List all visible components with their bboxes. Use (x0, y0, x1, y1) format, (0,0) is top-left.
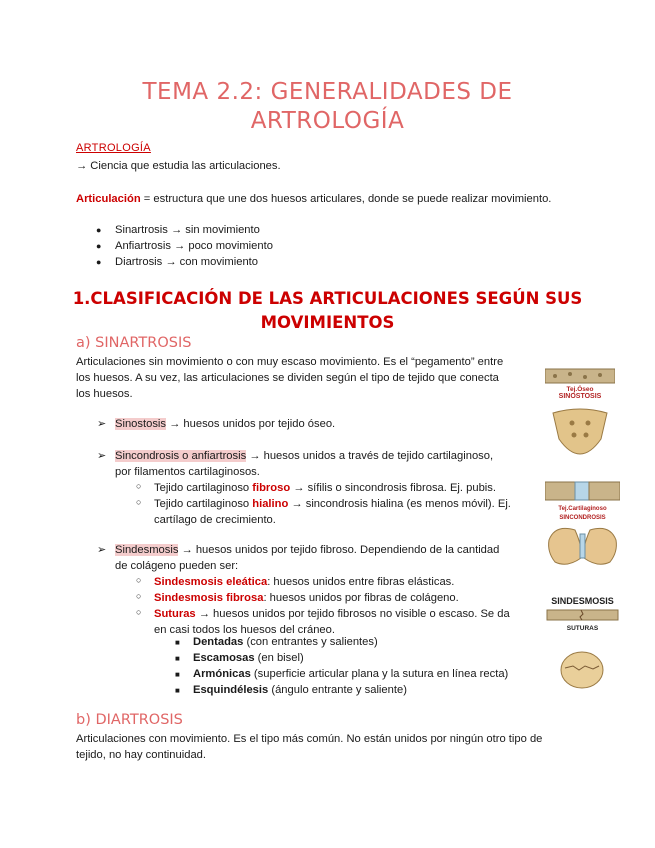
sutura-type-name: Esquindélesis (193, 684, 269, 696)
section-heading-line2: MOVIMIENTOS (260, 313, 395, 332)
circle-bullet-icon: ○ (136, 481, 142, 491)
bullet-icon: ● (96, 225, 102, 235)
sinostosis-term: Sinostosis (115, 418, 166, 430)
suturas-text-line2: en casi todos los huesos del cráneo. (154, 624, 335, 636)
square-bullet-icon: ■ (175, 638, 180, 647)
sutura-type-name: Dentadas (193, 636, 244, 648)
fibrosa-text: : huesos unidos por fibras de colágeno. (263, 592, 459, 604)
sinartrosis-heading: a) SINARTROSIS (76, 335, 192, 351)
suturas-item (154, 606, 510, 622)
sincondrosis-illustration (545, 478, 620, 588)
articulacion-term: Articulación (76, 193, 141, 205)
fibroso-item (154, 480, 496, 496)
sinartrosis-paragraph-line2: los huesos. A su vez, las articulaciones se dividen según el tipo de tejido que conecta (76, 372, 499, 384)
sindesmosis-image-label: SINDESMOSIS (551, 596, 614, 606)
hialino-item (154, 496, 511, 512)
sinostosis-image-label-2: SINOSTOSIS (558, 393, 602, 400)
hialino-pre: Tejido cartilaginoso (154, 498, 253, 510)
elastica-item (154, 574, 454, 590)
hialino-post: → sincondrosis hialina (es menos móvil). Ej. (288, 498, 511, 510)
fibroso-pre: Tejido cartilaginoso (154, 482, 253, 494)
sinostosis-text: → huesos unidos por tejido óseo. (166, 418, 336, 430)
sincondrosis-text: → huesos unidos a través de tejido cartilaginoso, (246, 450, 494, 462)
sindesmosis-illustration (545, 596, 620, 691)
sutura-type-item (193, 682, 407, 698)
bullet-icon: ● (96, 241, 102, 251)
articulacion-definition (76, 191, 551, 207)
articulacion-text: = estructura que une dos huesos articulares, donde se puede realizar movimiento. (140, 193, 552, 205)
square-bullet-icon: ■ (175, 654, 180, 663)
list-item: Sinartrosis → sin movimiento (115, 224, 260, 236)
circle-bullet-icon: ○ (136, 575, 142, 585)
elastica-term: Sindesmosis eleática (154, 576, 268, 588)
arrow-bullet-icon: ➢ (97, 418, 107, 430)
sindesmosis-item (115, 542, 499, 558)
square-bullet-icon: ■ (175, 686, 180, 695)
sinartrosis-paragraph-line3: los huesos. (76, 388, 133, 400)
sutura-skull-icon (545, 608, 620, 691)
sutura-type-desc: (superficie articular plana y la sutura en línea recta) (250, 668, 509, 680)
sincondrosis-image-label-2: SINCONDROSIS (559, 515, 606, 521)
square-bullet-icon: ■ (175, 670, 180, 679)
section-heading: 1.CLASIFICACIÓN DE LAS ARTICULACIONES SEGÚN SUS (72, 289, 583, 308)
list-item: Anfiartrosis → poco movimiento (115, 240, 273, 252)
sutura-type-desc: (en bisel) (254, 652, 304, 664)
list-item: Diartrosis → con movimiento (115, 256, 258, 268)
sincondrosis-bone-icon (545, 478, 620, 588)
artrologia-definition: → Ciencia que estudia las articulaciones. (76, 160, 281, 172)
hialino-term: hialino (252, 498, 289, 510)
sindesmosis-text-line2: de colágeno pueden ser: (115, 560, 239, 572)
sinostosis-illustration (545, 365, 615, 475)
sutura-type-desc: (ángulo entrante y saliente) (268, 684, 407, 696)
diartrosis-heading: b) DIARTROSIS (76, 712, 183, 728)
circle-bullet-icon: ○ (136, 607, 142, 617)
circle-bullet-icon: ○ (136, 497, 142, 507)
page-title-line2: ARTROLOGÍA (250, 108, 405, 134)
sincondrosis-text-line2: por filamentos cartilaginosos. (115, 466, 260, 478)
sutura-type-item (193, 634, 378, 650)
sutura-type-item (193, 666, 508, 682)
sincondrosis-item (115, 448, 493, 464)
arrow-bullet-icon: ➢ (97, 450, 107, 462)
suturas-image-label: SUTURAS (566, 625, 599, 632)
hialino-item-line2: cartílago de crecimiento. (154, 514, 276, 526)
arrow-bullet-icon: ➢ (97, 544, 107, 556)
sinostosis-bone-icon (545, 365, 615, 475)
diartrosis-paragraph: Articulaciones con movimiento. Es el tipo más común. No están unidos por ningún otro tipo de (76, 733, 543, 745)
sutura-type-name: Armónicas (193, 668, 251, 680)
sindesmosis-text: → huesos unidos por tejido fibroso. Dependiendo de la cantidad (178, 544, 500, 556)
sindesmosis-term: Sindesmosis (115, 544, 179, 556)
suturas-term: Suturas (154, 608, 196, 620)
sinostosis-image-label: Tej.Óseo (566, 386, 594, 393)
page-title: TEMA 2.2: GENERALIDADES DE (142, 79, 513, 105)
artrologia-keyword: ARTROLOGÍA (76, 142, 151, 154)
fibroso-post: → sífilis o sincondrosis fibrosa. Ej. pubis. (290, 482, 496, 494)
sincondrosis-term: Sincondrosis o anfiartrosis (115, 450, 247, 462)
sutura-type-desc: (con entrantes y salientes) (243, 636, 378, 648)
fibroso-term: fibroso (252, 482, 291, 494)
fibrosa-item (154, 590, 459, 606)
sutura-type-item (193, 650, 304, 666)
suturas-text: → huesos unidos por tejido fibrosos no visible o escaso. Se da (195, 608, 510, 620)
circle-bullet-icon: ○ (136, 591, 142, 601)
sinostosis-item (115, 416, 335, 432)
elastica-text: : huesos unidos entre fibras elásticas. (267, 576, 455, 588)
sutura-type-name: Escamosas (193, 652, 255, 664)
sincondrosis-image-label: Tej.Cartilaginoso (558, 506, 607, 512)
bullet-icon: ● (96, 257, 102, 267)
sinartrosis-paragraph: Articulaciones sin movimiento o con muy escaso movimiento. Es el “pegamento” entre (76, 356, 504, 368)
diartrosis-paragraph-line2: tejido, no hay continuidad. (76, 749, 206, 761)
fibrosa-term: Sindesmosis fibrosa (154, 592, 264, 604)
